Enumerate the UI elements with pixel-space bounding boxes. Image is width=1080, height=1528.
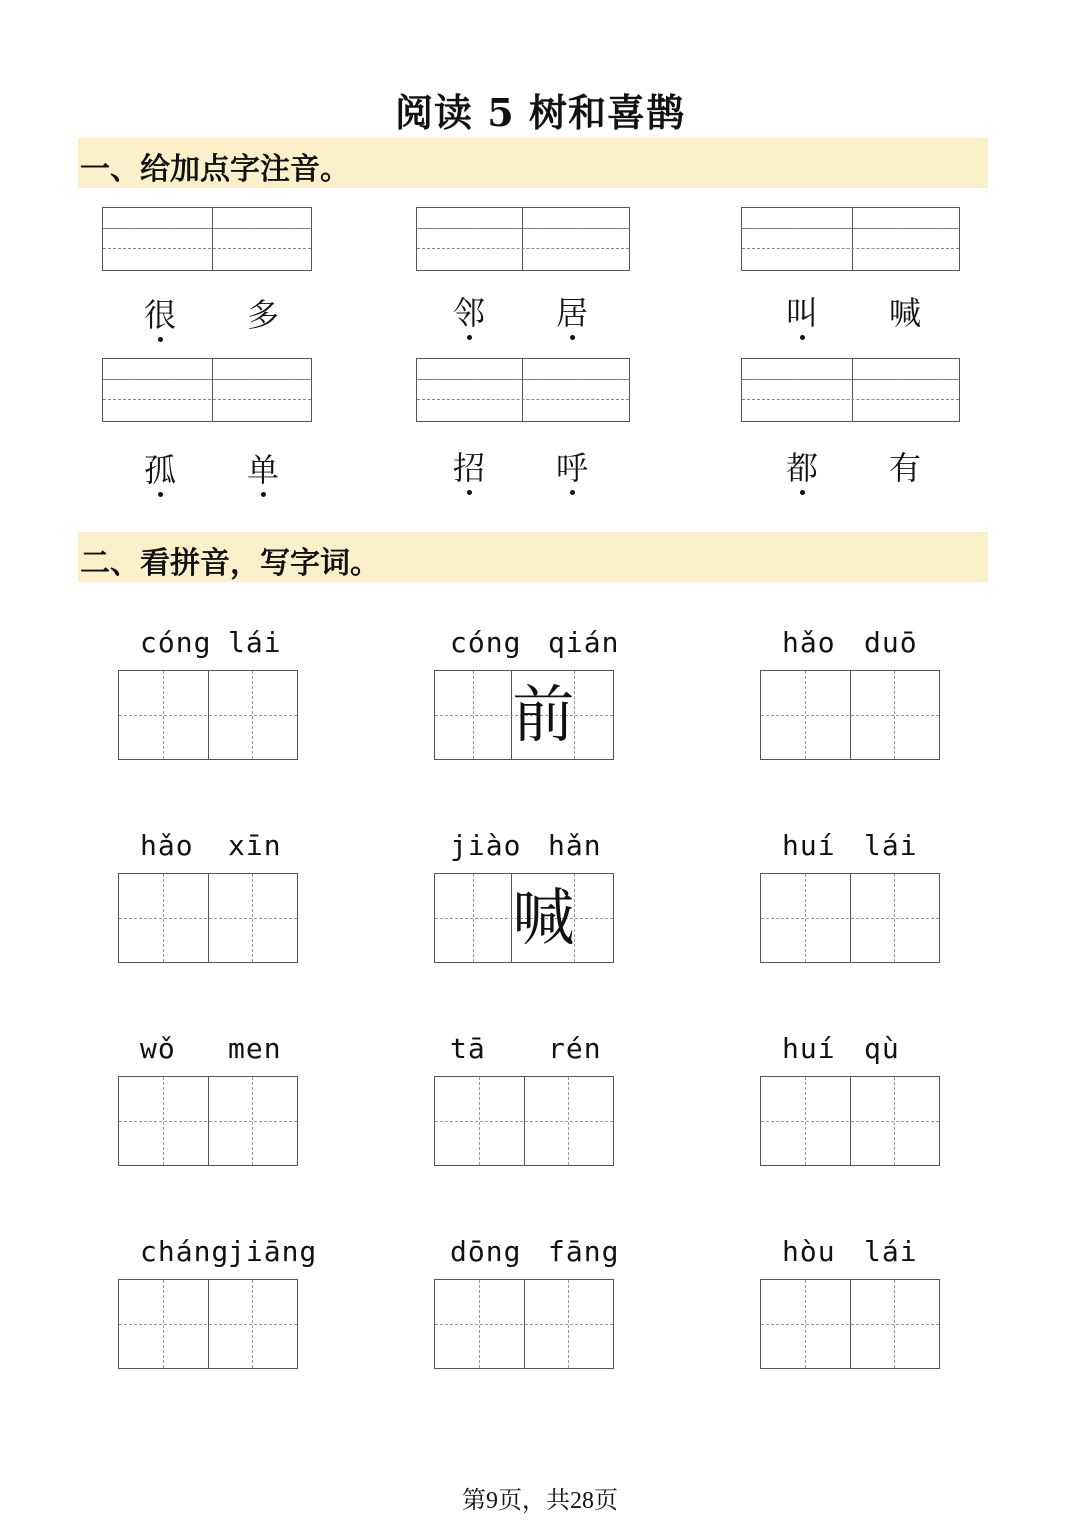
pinyin-answer-box[interactable]	[416, 207, 630, 271]
dotted-character: 叫	[782, 288, 822, 334]
tianzige-grid[interactable]	[434, 1076, 614, 1166]
pinyin-answer-box[interactable]	[102, 358, 312, 422]
pinyin-syllable: huí	[782, 1032, 836, 1065]
dotted-character: 呼	[552, 443, 592, 489]
grid-guide-line	[435, 1121, 613, 1122]
pinyin-syllable: hǎo	[782, 626, 836, 659]
tianzige-grid[interactable]	[118, 873, 298, 963]
written-character: 喊	[512, 881, 575, 954]
written-character: 前	[512, 678, 575, 751]
character: 多	[246, 296, 279, 334]
pinyin-answer-box[interactable]	[741, 358, 960, 422]
dotted-character: 孤	[140, 445, 180, 491]
dotted-character: 邻	[449, 288, 489, 334]
grid-guide-line	[761, 1121, 939, 1122]
tianzige-grid[interactable]	[434, 873, 614, 963]
section-2-header	[78, 532, 988, 582]
character: 喊	[888, 294, 921, 332]
pinyin-syllable: huí	[782, 829, 836, 862]
grid-guide-line	[119, 1121, 297, 1122]
section-1-heading: 一、给加点字注音。	[80, 152, 350, 187]
pinyin-syllable: xīn	[228, 829, 282, 862]
pinyin-syllable: rén	[548, 1032, 602, 1065]
dotted-character: 都	[782, 443, 822, 489]
tianzige-grid[interactable]	[760, 1076, 940, 1166]
grid-cell[interactable]	[511, 671, 574, 759]
tianzige-grid[interactable]	[118, 1279, 298, 1369]
pinyin-syllable: hòu	[782, 1235, 836, 1268]
dotted-character: 单	[243, 445, 283, 491]
grid-guide-line	[761, 918, 939, 919]
tianzige-grid[interactable]	[760, 873, 940, 963]
grid-guide-line	[761, 1324, 939, 1325]
pinyin-syllable: dōng	[450, 1235, 522, 1268]
dotted-character: 居	[552, 288, 592, 334]
pinyin-syllable: jiào	[450, 829, 522, 862]
pinyin-syllable: hǎn	[548, 829, 602, 862]
section-2-heading: 二、看拼音，写字词。	[80, 546, 380, 581]
pinyin-answer-box[interactable]	[102, 207, 312, 271]
dotted-character: 招	[449, 443, 489, 489]
pinyin-syllable: qián	[548, 626, 620, 659]
tianzige-grid[interactable]	[434, 1279, 614, 1369]
pinyin-syllable: jiāng	[228, 1235, 318, 1268]
tianzige-grid[interactable]	[118, 670, 298, 760]
pinyin-answer-box[interactable]	[741, 207, 960, 271]
pinyin-syllable: fāng	[548, 1235, 620, 1268]
dotted-character: 很	[140, 290, 180, 336]
tianzige-grid[interactable]	[760, 1279, 940, 1369]
grid-cell[interactable]	[511, 874, 574, 962]
grid-guide-line	[761, 715, 939, 716]
pinyin-syllable: cháng	[140, 1235, 230, 1268]
pinyin-syllable: men	[228, 1032, 282, 1065]
pinyin-syllable: hǎo	[140, 829, 194, 862]
pinyin-syllable: duō	[864, 626, 918, 659]
pinyin-syllable: lái	[864, 829, 918, 862]
tianzige-grid[interactable]	[118, 1076, 298, 1166]
grid-guide-line	[119, 715, 297, 716]
character: 有	[888, 449, 921, 487]
page-title: 阅读 5 树和喜鹊	[395, 90, 685, 135]
pinyin-syllable: qù	[864, 1032, 900, 1065]
tianzige-grid[interactable]	[760, 670, 940, 760]
page-number: 第9页，共28页	[462, 1488, 618, 1514]
pinyin-syllable: tā	[450, 1032, 486, 1065]
pinyin-syllable: lái	[864, 1235, 918, 1268]
tianzige-grid[interactable]	[434, 670, 614, 760]
pinyin-answer-box[interactable]	[416, 358, 630, 422]
section-1-header	[78, 138, 988, 188]
grid-guide-line	[119, 1324, 297, 1325]
grid-guide-line	[119, 918, 297, 919]
pinyin-syllable: wǒ	[140, 1032, 176, 1065]
pinyin-syllable: cóng	[140, 626, 212, 659]
grid-guide-line	[435, 1324, 613, 1325]
pinyin-syllable: cóng	[450, 626, 522, 659]
pinyin-syllable: lái	[228, 626, 282, 659]
